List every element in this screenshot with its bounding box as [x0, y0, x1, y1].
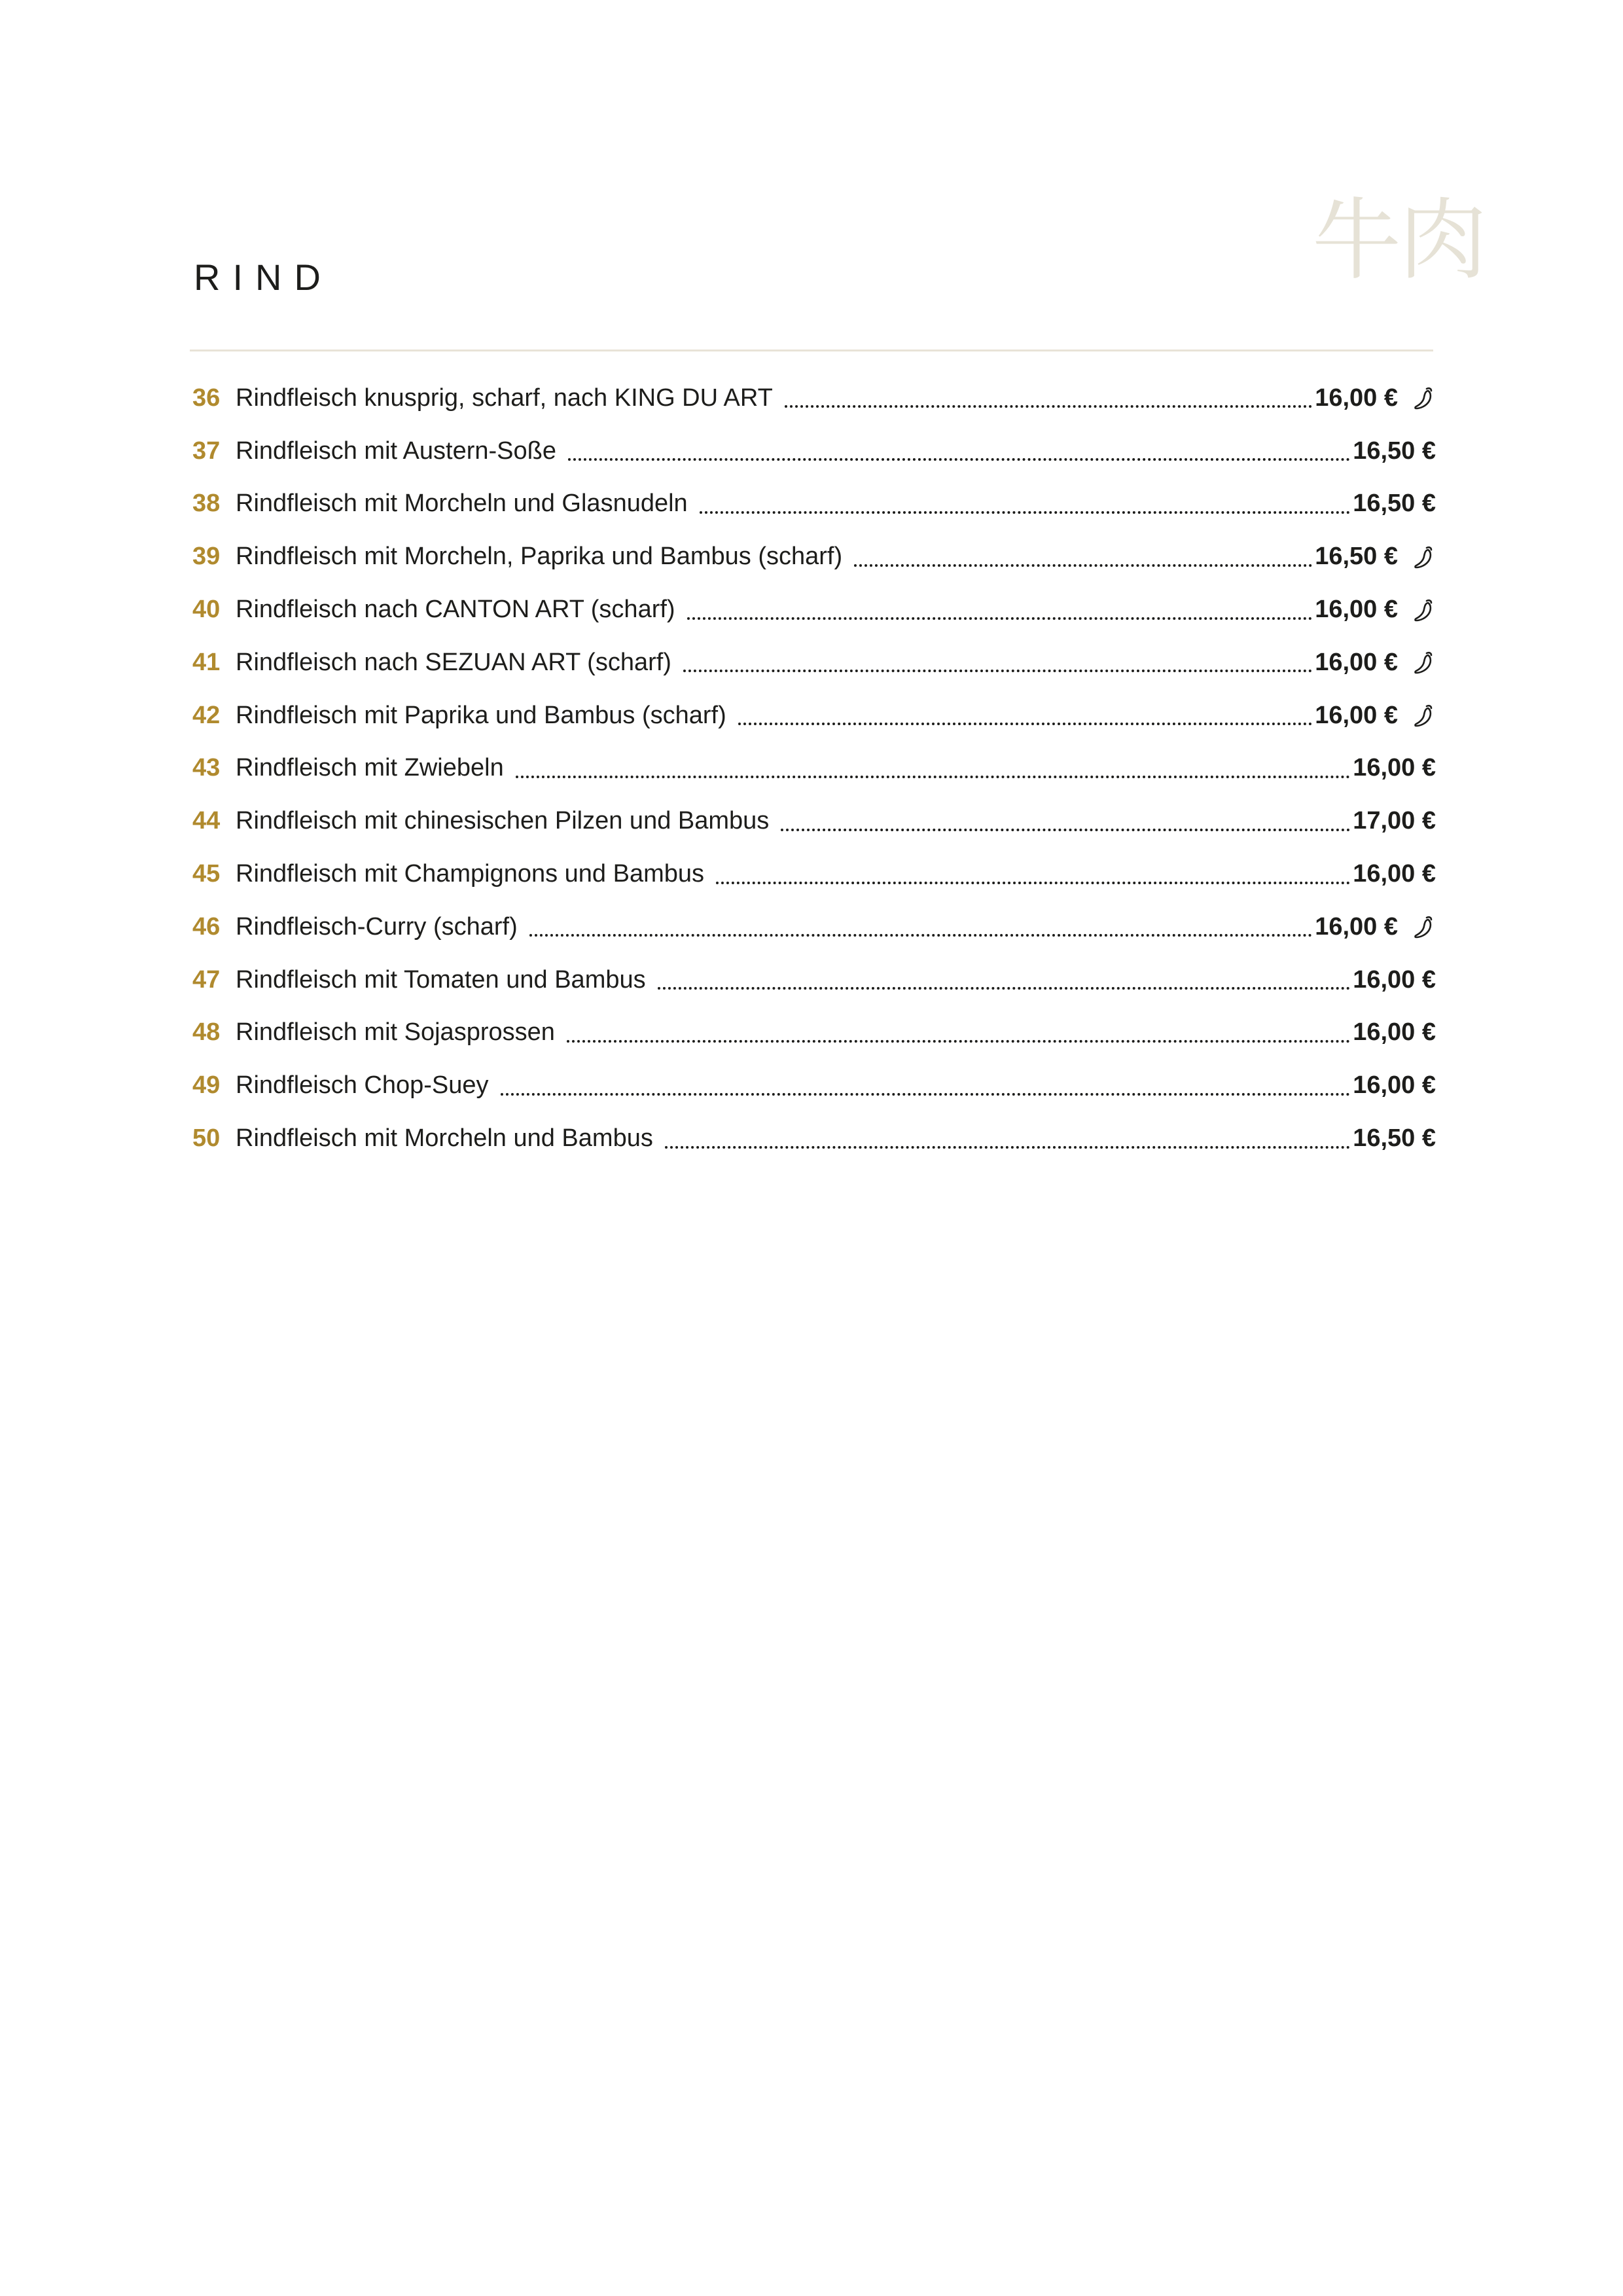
dot-leader: [781, 810, 1353, 835]
item-name: Rindfleisch Chop-Suey: [236, 1071, 489, 1100]
item-name: Rindfleisch nach SEZUAN ART (scharf): [236, 648, 671, 676]
item-price: 16,00 €: [1353, 1018, 1436, 1047]
chinese-watermark: 牛肉: [1312, 189, 1485, 293]
item-number: 43: [192, 754, 221, 782]
item-price: 16,00 €: [1315, 648, 1398, 676]
chili-slot: [1398, 385, 1436, 411]
item-number: 47: [192, 965, 221, 994]
item-number: 44: [192, 807, 221, 835]
item-price: 16,50 €: [1315, 543, 1398, 571]
chili-slot: [1398, 649, 1436, 675]
chili-icon: [1410, 597, 1436, 623]
chili-slot: [1398, 544, 1436, 570]
item-number: 42: [192, 701, 221, 729]
item-name: Rindfleisch mit Austern-Soße: [236, 437, 556, 465]
menu-item: [192, 848, 1436, 901]
dot-leader: [665, 1128, 1353, 1153]
dot-leader: [516, 757, 1353, 782]
item-price: 16,00 €: [1353, 965, 1436, 994]
item-number: 49: [192, 1071, 221, 1100]
dot-leader: [658, 969, 1353, 994]
item-price: 16,00 €: [1315, 701, 1398, 729]
item-name: Rindfleisch mit chinesischen Pilzen und Bambus: [236, 807, 770, 835]
item-price: 16,00 €: [1315, 912, 1398, 941]
item-price: 16,50 €: [1353, 1124, 1436, 1153]
item-number: 39: [192, 543, 221, 571]
dot-leader: [568, 440, 1353, 465]
item-number: 46: [192, 912, 221, 941]
item-number: 48: [192, 1018, 221, 1047]
item-price: 16,00 €: [1353, 754, 1436, 782]
item-number: 37: [192, 437, 221, 465]
item-price: 16,50 €: [1353, 437, 1436, 465]
item-number: 38: [192, 490, 221, 518]
menu-item: [192, 530, 1436, 583]
menu-item: [192, 689, 1436, 742]
menu-item: [192, 478, 1436, 531]
menu-item: [192, 795, 1436, 848]
item-number: 45: [192, 860, 221, 888]
item-name: Rindfleisch mit Morcheln und Bambus: [236, 1124, 653, 1153]
item-number: 41: [192, 648, 221, 676]
dot-leader: [785, 387, 1315, 412]
menu-item: [192, 583, 1436, 636]
chili-slot: [1398, 597, 1436, 623]
item-price: 16,50 €: [1353, 490, 1436, 518]
dot-leader: [738, 704, 1315, 729]
item-price: 17,00 €: [1353, 807, 1436, 835]
dot-leader: [854, 546, 1315, 571]
dot-leader: [567, 1022, 1353, 1047]
dot-leader: [683, 651, 1315, 676]
menu-list: [192, 372, 1436, 1165]
menu-item: [192, 954, 1436, 1007]
item-name: Rindfleisch nach CANTON ART (scharf): [236, 596, 675, 624]
item-name: Rindfleisch mit Champignons und Bambus: [236, 860, 705, 888]
title-divider: [190, 350, 1433, 351]
item-name: Rindfleisch mit Morcheln, Paprika und Bambus (scharf): [236, 543, 843, 571]
item-price: 16,00 €: [1353, 1071, 1436, 1100]
dot-leader: [687, 599, 1315, 624]
item-name: Rindfleisch mit Paprika und Bambus (scharf): [236, 701, 726, 729]
menu-item: [192, 1112, 1436, 1165]
chili-icon: [1410, 544, 1436, 570]
item-price: 16,00 €: [1353, 860, 1436, 888]
chili-icon: [1410, 385, 1436, 411]
dot-leader: [529, 916, 1315, 941]
item-number: 40: [192, 596, 221, 624]
dot-leader: [700, 493, 1353, 518]
chili-slot: [1398, 702, 1436, 728]
chili-icon: [1410, 914, 1436, 940]
menu-item: [192, 425, 1436, 478]
chili-icon: [1410, 702, 1436, 728]
menu-item: [192, 636, 1436, 689]
menu-item: [192, 1059, 1436, 1112]
item-price: 16,00 €: [1315, 384, 1398, 412]
chili-slot: [1398, 914, 1436, 940]
item-name: Rindfleisch mit Sojasprossen: [236, 1018, 555, 1047]
dot-leader: [716, 863, 1353, 888]
menu-item: [192, 901, 1436, 954]
menu-item: [192, 1007, 1436, 1060]
item-price: 16,00 €: [1315, 596, 1398, 624]
dot-leader: [501, 1075, 1353, 1100]
section-title: RIND: [194, 257, 333, 298]
item-name: Rindfleisch-Curry (scharf): [236, 912, 518, 941]
item-name: Rindfleisch mit Morcheln und Glasnudeln: [236, 490, 688, 518]
item-name: Rindfleisch mit Zwiebeln: [236, 754, 504, 782]
item-name: Rindfleisch mit Tomaten und Bambus: [236, 965, 646, 994]
chili-icon: [1410, 649, 1436, 675]
item-number: 36: [192, 384, 221, 412]
item-number: 50: [192, 1124, 221, 1153]
item-name: Rindfleisch knusprig, scharf, nach KING DU ART: [236, 384, 773, 412]
menu-item: [192, 742, 1436, 795]
menu-item: [192, 372, 1436, 425]
